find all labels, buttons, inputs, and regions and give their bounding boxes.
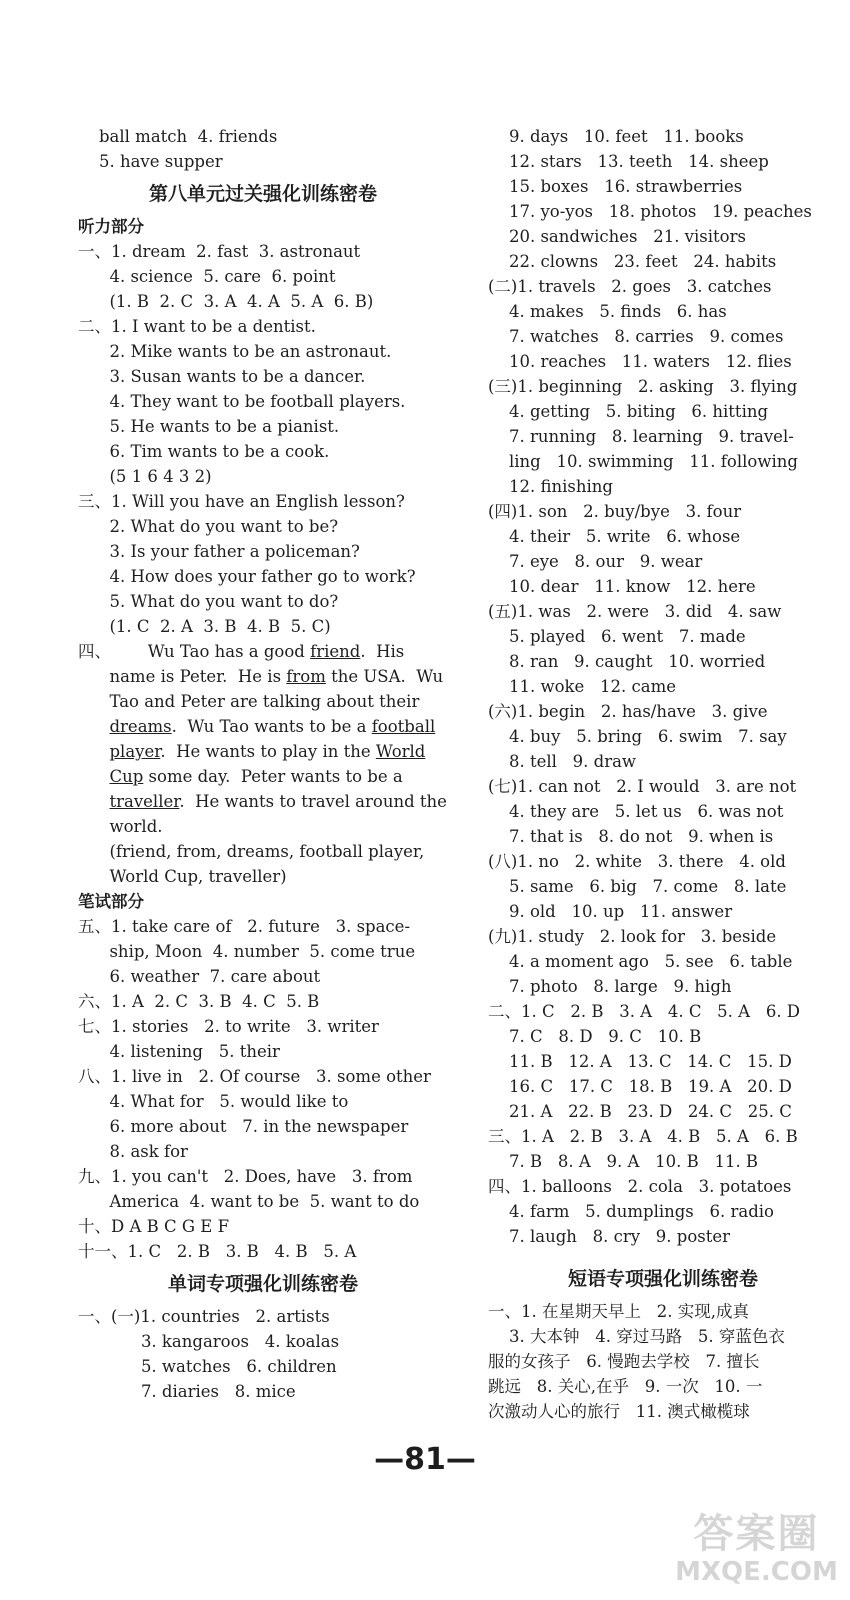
text-line: 7. diaries 8. mice	[78, 1382, 296, 1401]
text-line: 15. boxes 16. strawberries	[488, 177, 743, 196]
passage-text: . His	[360, 642, 405, 661]
watermark-logo	[669, 1510, 844, 1590]
text-line: (5 1 6 4 3 2)	[78, 467, 212, 486]
text-line: 十一、1. C 2. B 3. B 4. B 5. A	[78, 1242, 357, 1261]
text-line: 次激动人心的旅行 11. 澳式橄榄球	[488, 1402, 750, 1421]
text-line: 11. B 12. A 13. C 14. C 15. D	[488, 1052, 792, 1071]
text-line: (五)1. was 2. were 3. did 4. saw	[488, 602, 782, 621]
right-column	[488, 124, 838, 1424]
text-line: 16. C 17. C 18. B 19. A 20. D	[488, 1077, 792, 1096]
text-line: 4. listening 5. their	[78, 1042, 280, 1061]
text-line: 7. laugh 8. cry 9. poster	[488, 1227, 731, 1246]
text-line: 3. 大本钟 4. 穿过马路 5. 穿蓝色衣	[488, 1327, 785, 1346]
text-line: 5. have supper	[78, 152, 223, 171]
words-title: 单词专项强化训练密卷	[167, 1273, 358, 1295]
text-line: 20. sandwiches 21. visitors	[488, 227, 746, 246]
text-line: 4. They want to be football players.	[78, 392, 406, 411]
text-line: 4. makes 5. finds 6. has	[488, 302, 727, 321]
written-heading: 笔试部分	[78, 892, 144, 911]
text-line: 7. running 8. learning 9. travel-	[488, 427, 794, 446]
passage-text: . Wu Tao wants to be a	[171, 717, 372, 736]
text-line: 8. ask for	[78, 1142, 188, 1161]
text-line: 5. What do you want to do?	[78, 592, 339, 611]
text-line: 4. a moment ago 5. see 6. table	[488, 952, 793, 971]
text-line: 四、1. balloons 2. cola 3. potatoes	[488, 1177, 792, 1196]
text-line: 21. A 22. B 23. D 24. C 25. C	[488, 1102, 792, 1121]
text-line: 6. weather 7. care about	[78, 967, 321, 986]
text-line: 12. finishing	[488, 477, 613, 496]
text-line: 7. that is 8. do not 9. when is	[488, 827, 774, 846]
text-line: 一、1. 在星期天早上 2. 实现,成真	[488, 1302, 749, 1321]
text-line: 4. How does your father go to work?	[78, 567, 416, 586]
passage-text: . He wants to travel around the	[179, 792, 447, 811]
passage-line	[78, 714, 448, 739]
text-line: 4. What for 5. would like to	[78, 1092, 349, 1111]
text-line: (三)1. beginning 2. asking 3. flying	[488, 377, 798, 396]
passage-line: world.	[78, 817, 163, 836]
text-line: (九)1. study 2. look for 3. beside	[488, 927, 777, 946]
text-line: (二)1. travels 2. goes 3. catches	[488, 277, 772, 296]
underlined-word: player	[109, 742, 161, 761]
text-line: (1. B 2. C 3. A 4. A 5. A 6. B)	[78, 292, 374, 311]
text-line: 17. yo-yos 18. photos 19. peaches	[488, 202, 812, 221]
text-line: 4. science 5. care 6. point	[78, 267, 336, 286]
unit8-title: 第八单元过关强化训练密卷	[148, 183, 377, 205]
text-line: 7. B 8. A 9. A 10. B 11. B	[488, 1152, 759, 1171]
text-line: 3. kangaroos 4. koalas	[78, 1332, 340, 1351]
text-line: 4. they are 5. let us 6. was not	[488, 802, 784, 821]
text-line: 五、1. take care of 2. future 3. space-	[78, 917, 411, 936]
text-line: 6. Tim wants to be a cook.	[78, 442, 330, 461]
passage-line	[78, 739, 448, 764]
text-line: ling 10. swimming 11. following	[488, 452, 798, 471]
text-line: (七)1. can not 2. I would 3. are not	[488, 777, 797, 796]
text-line: 10. dear 11. know 12. here	[488, 577, 756, 596]
underlined-word: from	[286, 667, 326, 686]
listening-heading: 听力部分	[78, 217, 144, 236]
text-line: 4. their 5. write 6. whose	[488, 527, 741, 546]
text-line: 9. old 10. up 11. answer	[488, 902, 733, 921]
text-line: 5. played 6. went 7. made	[488, 627, 746, 646]
underlined-word: football	[371, 717, 436, 736]
underlined-word: traveller	[109, 792, 180, 811]
underlined-word: World	[375, 742, 426, 761]
passage-line: World Cup, traveller)	[78, 867, 287, 886]
text-line: 7. C 8. D 9. C 10. B	[488, 1027, 702, 1046]
text-line: 服的女孩子 6. 慢跑去学校 7. 擅长	[488, 1352, 760, 1371]
text-line: 3. Is your father a policeman?	[78, 542, 360, 561]
passage-text: some day. Peter wants to be a	[143, 767, 403, 786]
text-line: 十、D A B C G E F	[78, 1217, 230, 1236]
text-line: 7. eye 8. our 9. wear	[488, 552, 703, 571]
text-line: 二、1. C 2. B 3. A 4. C 5. A 6. D	[488, 1002, 801, 1021]
passage-line: (friend, from, dreams, football player,	[78, 842, 425, 861]
text-line: (1. C 2. A 3. B 4. B 5. C)	[78, 617, 331, 636]
text-line: 一、(一)1. countries 2. artists	[78, 1307, 330, 1326]
passage-line	[78, 664, 448, 689]
text-line: 22. clowns 23. feet 24. habits	[488, 252, 777, 271]
text-line: (六)1. begin 2. has/have 3. give	[488, 702, 768, 721]
passage-line	[78, 639, 448, 664]
text-line: 10. reaches 11. waters 12. flies	[488, 352, 792, 371]
text-line: 4. getting 5. biting 6. hitting	[488, 402, 769, 421]
text-line: America 4. want to be 5. want to do	[78, 1192, 420, 1211]
text-line: 7. photo 8. large 9. high	[488, 977, 732, 996]
phrases-title: 短语专项强化训练密卷	[567, 1268, 758, 1290]
page-number: —81—	[374, 1442, 476, 1477]
passage-line: Tao and Peter are talking about their	[78, 692, 420, 711]
text-line: 跳远 8. 关心,在乎 9. 一次 10. 一	[488, 1377, 763, 1396]
text-line: 六、1. A 2. C 3. B 4. C 5. B	[78, 992, 320, 1011]
text-line: (八)1. no 2. white 3. there 4. old	[488, 852, 786, 871]
text-line: 5. watches 6. children	[78, 1357, 337, 1376]
underlined-word: Cup	[109, 767, 144, 786]
text-line: 七、1. stories 2. to write 3. writer	[78, 1017, 379, 1036]
text-line: 11. woke 12. came	[488, 677, 676, 696]
text-line: 二、1. I want to be a dentist.	[78, 317, 316, 336]
underlined-word: dreams	[109, 717, 172, 736]
text-line: 4. farm 5. dumplings 6. radio	[488, 1202, 774, 1221]
text-line: 3. Susan wants to be a dancer.	[78, 367, 366, 386]
text-line: ball match 4. friends	[78, 127, 278, 146]
text-line: 5. He wants to be a pianist.	[78, 417, 340, 436]
watermark-bottom: MXQE.COM	[675, 1557, 838, 1587]
text-line: 2. What do you want to be?	[78, 517, 339, 536]
watermark-top: 答案圈	[693, 1511, 820, 1557]
text-line: ship, Moon 4. number 5. come true	[78, 942, 416, 961]
text-line: 九、1. you can't 2. Does, have 3. from	[78, 1167, 413, 1186]
text-line: 12. stars 13. teeth 14. sheep	[488, 152, 769, 171]
passage-line	[78, 789, 448, 814]
text-line: 9. days 10. feet 11. books	[488, 127, 744, 146]
passage-text: the USA. Wu	[325, 667, 444, 686]
text-line: 三、1. A 2. B 3. A 4. B 5. A 6. B	[488, 1127, 798, 1146]
text-line: 6. more about 7. in the newspaper	[78, 1117, 409, 1136]
text-line: 5. same 6. big 7. come 8. late	[488, 877, 787, 896]
passage-text: 四、 Wu Tao has a good	[78, 642, 311, 661]
left-column	[78, 124, 448, 1404]
text-line: 2. Mike wants to be an astronaut.	[78, 342, 392, 361]
text-line: 八、1. live in 2. Of course 3. some other	[78, 1067, 431, 1086]
passage-text: name is Peter. He is	[78, 667, 287, 686]
text-line: (四)1. son 2. buy/bye 3. four	[488, 502, 742, 521]
text-line: 4. buy 5. bring 6. swim 7. say	[488, 727, 787, 746]
text-line: 三、1. Will you have an English lesson?	[78, 492, 405, 511]
passage-line	[78, 764, 448, 789]
text-line: 8. ran 9. caught 10. worried	[488, 652, 766, 671]
text-line: 一、1. dream 2. fast 3. astronaut	[78, 242, 361, 261]
passage-text: . He wants to play in the	[160, 742, 376, 761]
text-line: 8. tell 9. draw	[488, 752, 637, 771]
underlined-word: friend	[310, 642, 361, 661]
text-line: 7. watches 8. carries 9. comes	[488, 327, 784, 346]
